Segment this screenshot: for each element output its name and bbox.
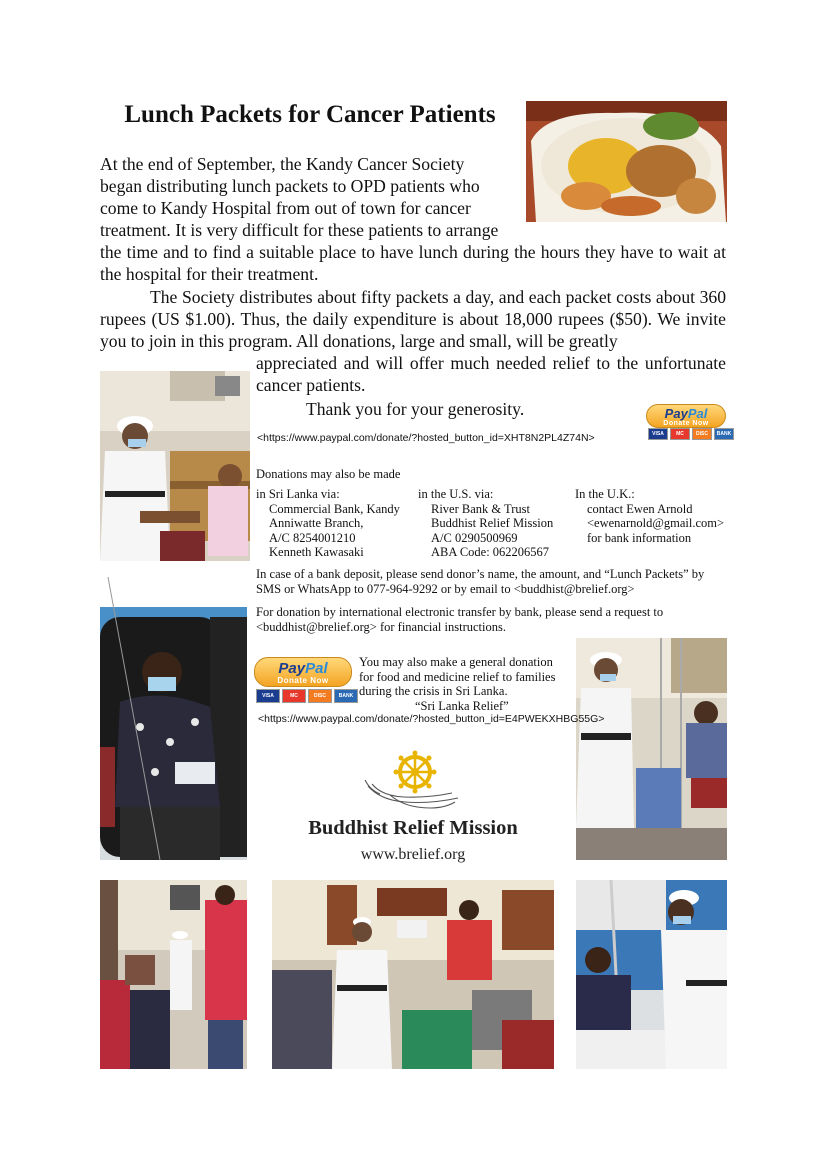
brm-logo: [360, 750, 465, 812]
photo-nurse-handing-packets: [272, 880, 554, 1069]
general-line-1: You may also make a general donation: [359, 655, 553, 669]
intro-rest: the time and to find a suitable place to have lunch during the hours they have to wait at the hospital for their treatment.: [100, 242, 726, 284]
thanks-text: Thank you for your generosity.: [306, 399, 525, 419]
us-heading: in the U.S. via:: [418, 487, 494, 501]
general-donation-text: [359, 655, 574, 713]
paypal-pill: [646, 404, 726, 428]
page-title: Lunch Packets for Cancer Patients: [124, 101, 496, 128]
photo-nurse-distributing: [100, 371, 250, 561]
sri-lanka-branch: Anniwatte Branch,: [269, 516, 364, 531]
photo-waiting-room: [100, 880, 247, 1069]
photo-patient-chair: [100, 577, 247, 860]
brm-name: Buddhist Relief Mission: [308, 817, 518, 839]
paypal-donate-label: Donate Now: [277, 676, 329, 685]
bank-card-icon: BANK: [334, 689, 358, 703]
uk-contact: contact Ewen Arnold: [587, 501, 693, 516]
mastercard-icon: MC: [670, 428, 690, 440]
intro-lines: [100, 153, 520, 241]
bank-card-icon: BANK: [714, 428, 734, 440]
photo-nurse-bedside: [576, 880, 727, 1069]
us-account: A/C 0290500969: [431, 530, 518, 545]
discover-card-icon: DISC: [692, 428, 712, 440]
intl-transfer-line-1: For donation by international electronic transfer by bank, please send a request to: [256, 605, 664, 619]
us-account-name: Buddhist Relief Mission: [431, 516, 554, 531]
paypal-logo: PayPal: [278, 660, 328, 677]
sri-lanka-account-holder: Kenneth Kawasaki: [269, 545, 364, 560]
payment-cards: [648, 428, 734, 440]
paypal-link-general[interactable]: <https://www.paypal.com/donate/?hosted_button_id=E4PWEKXHBG55G>: [258, 713, 605, 725]
donations-intro: Donations may also be made: [256, 467, 401, 481]
sri-lanka-bank: Commercial Bank, Kandy: [269, 501, 400, 516]
paypal-link-lunch[interactable]: <https://www.paypal.com/donate/?hosted_button_id=XHT8N2PL4Z74N>: [257, 432, 595, 444]
general-line-2: for food and medicine relief to families: [359, 669, 556, 684]
photo-lunch-packet: [526, 101, 727, 222]
paypal-logo: PayPal: [664, 406, 708, 421]
sri-lanka-account: A/C 8254001210: [269, 530, 356, 545]
uk-heading: In the U.K.:: [575, 487, 635, 501]
intl-transfer-line-2: <buddhist@brelief.org> for financial instructions.: [256, 619, 506, 634]
intro-line-4: treatment. It is very difficult for these patients to arrange: [100, 220, 499, 240]
society-paragraph: The Society distributes about fifty packets a day, and each packet costs about 360 rupees (US $1.00). Thus, the daily expenditure is about 18,000 rupees ($50). We invite you to join in this program. All donations, large and small, will be greatly: [100, 287, 726, 351]
payment-cards: [256, 689, 358, 703]
us-aba-code: ABA Code: 062206567: [431, 545, 550, 560]
paypal-donate-label: Donate Now: [663, 420, 709, 427]
uk-note: for bank information: [587, 530, 692, 545]
bank-deposit-line-2: SMS or WhatsApp to 077-964-9292 or by email to <buddhist@brelief.org>: [256, 581, 635, 596]
paypal-donate-button[interactable]: [646, 404, 732, 440]
intro-line-3: come to Kandy Hospital from out of town for cancer: [100, 198, 471, 218]
us-bank-info: [418, 487, 573, 560]
bank-deposit-note: [256, 567, 726, 596]
intro-line-2: began distributing lunch packets to OPD patients who: [100, 176, 480, 196]
general-line-4: “Sri Lanka Relief”: [415, 698, 509, 713]
visa-card-icon: VISA: [648, 428, 668, 440]
bank-deposit-line-1: In case of a bank deposit, please send donor’s name, the amount, and “Lunch Packets” by: [256, 567, 705, 581]
uk-email[interactable]: <ewenarnold@gmail.com>: [587, 516, 725, 531]
mastercard-icon: MC: [282, 689, 306, 703]
open-hands-icon: [365, 780, 458, 808]
us-bank: River Bank & Trust: [431, 501, 530, 516]
photo-nurse-iv-ward: [576, 638, 727, 860]
paypal-pill: [254, 657, 352, 687]
sri-lanka-bank-info: [256, 487, 416, 560]
paypal-donate-button-general[interactable]: [254, 657, 352, 703]
society-paragraph-end: appreciated and will offer much needed relief to the unfortunate cancer patients.: [256, 353, 726, 395]
brm-website[interactable]: www.brelief.org: [360, 846, 466, 863]
intro-line-1: At the end of September, the Kandy Cancer Society: [100, 154, 465, 174]
sri-lanka-heading: in Sri Lanka via:: [256, 487, 340, 501]
intl-transfer-note: [256, 605, 726, 634]
dharma-wheel-icon: [394, 751, 437, 794]
uk-bank-info: [575, 487, 730, 545]
discover-card-icon: DISC: [308, 689, 332, 703]
visa-card-icon: VISA: [256, 689, 280, 703]
general-line-3: during the crisis in Sri Lanka.: [359, 684, 508, 699]
